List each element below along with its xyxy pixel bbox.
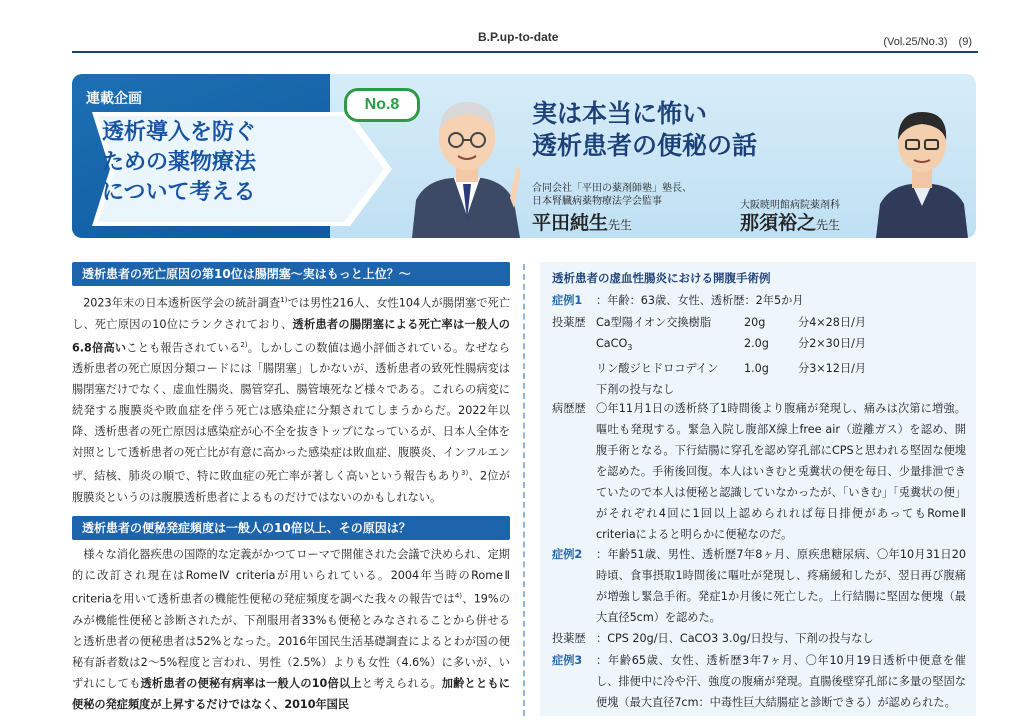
history-text: 〇年11月1日の透析終了1時間後より腹痛が発現し、痛みは次第に増強。嘔吐も発現する。緊急入院し腹部X線上free air（遊離ガス）を認め、開腹手術となる。下行結腸に穿孔を認め穿孔部にCPSと思われる堅固な便塊を認めた。手術後回復。本人はいきむと兎糞状の便を毎日、少量排泄できていたので本人は便秘と認識していなかったが、「いきむ」「兎糞状の便」がそれぞれ4回に1回以上認められれば毎日排便があってもRomeⅡ criteriaによると明らかに便秘なのだ。: [596, 402, 966, 541]
paragraph: 2023年末の日本透析医学会の統計調査$^{1)}$では男性216人、女性104人が腸閉塞で死亡し、死亡原因の10位にランクされており、透析患者の腸閉塞による死亡率は一般人の6.8倍高いことも報告されている$^{2)}$。しかしこの数値は過小評価されている。なぜなら透析患者の死亡原因分類コードには「腸閉塞」しかないが、透析患者の致死性腸病変は腸閉塞だけでなく、虚血性腸炎、腸管穿孔、腸管壊死など様々である。これらの病変に続発する腹膜炎や敗血症を伴う死亡は感染症に分類されてしまうからだ。2022年以降、透析患者の死亡原因は感染症が心不全を抜きトップになっているが、日本人全体を対照として透析患者の死亡比が有意に高かった感染症は敗血症、腹膜炎、インフルエンザ、結核、肺炎の順で、特に敗血症の死亡率が著しく高いという報告もあり$^{3)}$、2位が腹膜炎というのは腹膜透析患者によるものだけではないのかもしれない。: [72, 296, 510, 505]
section-heading: 透析患者の便秘発症頻度は一般人の10倍以上、その原因は？: [72, 516, 510, 540]
medication-row: CaCO$_3$ 2.0g 分2×30日/月: [596, 337, 867, 353]
article-title: [532, 98, 757, 162]
volume-page-number: (Vol.25/No.3) (9): [883, 36, 972, 48]
case3-label: 症例3: [552, 654, 583, 667]
laxative-note: 下剤の投与なし: [596, 383, 675, 397]
author1-illustration: [402, 88, 532, 238]
medication-label: 投薬歴: [552, 316, 586, 329]
author1-name: 平田純生先生: [532, 212, 633, 234]
paragraph: 様々な消化器疾患の国際的な定義がかつてローマで開催された会議で決められ、定期的に改訂され現在はRomeⅣ criteriaが用いられている。2004年当時のRomeⅡ criteriaを用いて透析患者の機能性便秘の発症頻度を調べた我々の報告では$^{4)}$、19%のみが機能性便秘と診断されたが、下剤服用者33%も便秘とみなされることから併せると透析患者の便秘患者は52%となった。2016年国民生活基礎調査によるとわが国の便秘有訴者数は2～5%程度と言われ、男性（2.5%）よりも女性（4.6%）に多いが、いずれにしても透析患者の便秘有病率は一般人の10倍以上と考えられる。加齢とともに便秘の発症頻度が上昇するだけではなく、2010年国民: [72, 548, 510, 711]
series-title: [102, 118, 256, 208]
series-label: 連載企画: [86, 91, 142, 107]
series-title-line: ための薬物療法: [102, 150, 257, 175]
series-title-line: について考える: [102, 180, 256, 205]
author2-affiliation: 大阪暁明館病院薬剤科: [740, 200, 840, 211]
case2-label: 症例2: [552, 548, 583, 561]
article-title-line: 透析患者の便秘の話: [532, 131, 758, 160]
medication-list: [596, 312, 966, 400]
series-banner: [72, 74, 976, 238]
series-title-line: 透析導入を防ぐ: [102, 120, 257, 145]
left-column: [72, 262, 510, 723]
medication-row: Ca型陽イオン交換樹脂 20g 分4×28日/月: [596, 316, 867, 329]
case1-line: 症例1 ：年齢：63歳、女性、透析歴：2年5か月: [552, 290, 803, 311]
case2-text: ：年齢51歳、男性、透析歴7年8ヶ月、原疾患糖尿病、〇年10月31日20時頃、食事摂取1時間後に嘔吐が発現し、疼痛緩和したが、翌日再び腹痛が増強し緊急手術。発症1か月後に死亡した。上行結腸に堅固な便塊（最大直径5cm）を認めた。: [596, 548, 966, 624]
author2-illustration: [872, 96, 972, 238]
case-box: [540, 262, 976, 716]
column-divider: [523, 264, 525, 716]
section-heading: 透析患者の死亡原因の第10位は腸閉塞～実はもっと上位？～: [72, 262, 510, 286]
case2-medication: 投薬歴 ：CPS 20g/日、CaCO3 3.0g/日投与、下剤の投与なし: [552, 632, 874, 645]
header-rule: [72, 51, 978, 53]
medication-row: リン酸ジヒドロコデイン 1.0g 分3×12日/月: [596, 362, 867, 376]
case3-text: ：年齢65歳、女性、透析歴3年7ヶ月、〇年10月19日透析中便意を催し、排便中に冷や汗、強度の腹痛が発現。直腸後壁穿孔部に多量の堅固な便塊（最大直径7cm：中毒性巨大結腸症と診断できる）が認められた。: [596, 654, 966, 709]
case-box-title: 透析患者の虚血性腸炎における開腹手術例: [552, 271, 771, 285]
journal-title: B.P.up-to-date: [478, 30, 559, 44]
author2-name: 那須裕之先生: [740, 212, 841, 234]
article-title-line: 実は本当に怖い: [532, 99, 708, 128]
case-label: 症例1: [552, 294, 583, 307]
history-label: 病歴歴: [552, 402, 586, 415]
issue-number-badge: No.8: [344, 88, 420, 122]
author1-affiliation: 合同会社「平田の薬剤師塾」塾長、 日本腎臓病薬物療法学会監事: [532, 183, 692, 207]
